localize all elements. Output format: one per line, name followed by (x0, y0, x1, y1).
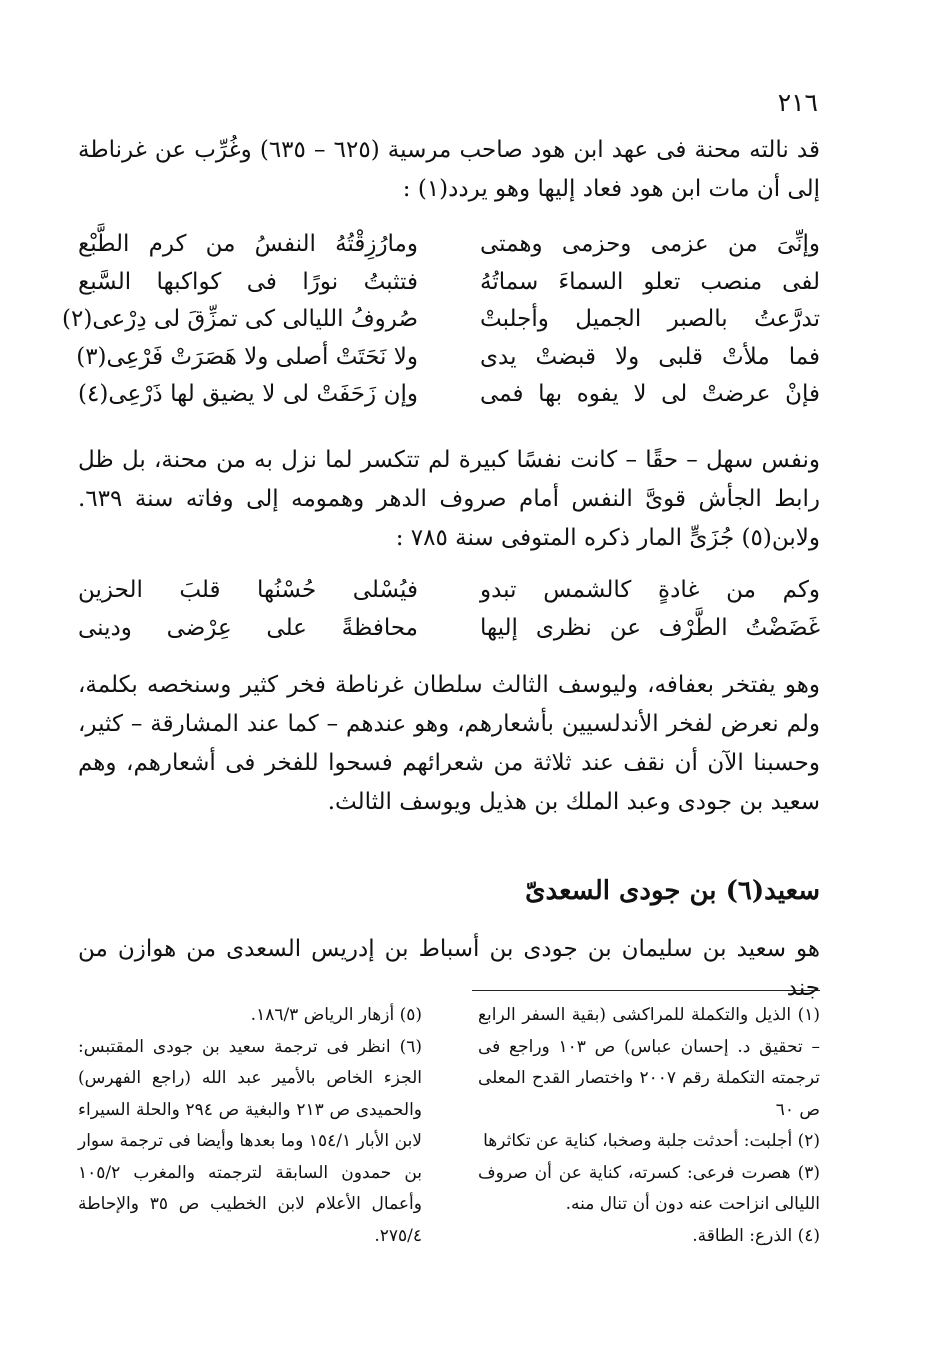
verse-line (62, 301, 820, 339)
section-heading: سعيد(٦) بن جودى السعدىّ (525, 876, 820, 906)
closing-paragraph: وهو يفتخر بعفافه، وليوسف الثالث سلطان غرناطة فخر كثير وسنخصه بكلمة، ولم نعرض لفخر الأندلسيين بأشعارهم، وهو عندهم – كما عند المشارقة – كثير، وحسبنا الآن أن نقف عند ثلاثة من شعرائهم فسحوا للفخر فى أشعارهم، وهم سعيد بن جودى وعبد الملك بن هذيل ويوسف الثالث. (78, 672, 820, 815)
footnote: (١) الذيل والتكملة للمراكشى (بقية السفر الرابع – تحقيق د. إحسان عباس) ص ١٠٣ وراجع فى ترجمته التكملة رقم ٢٠٠٧ واختصار القدح المعلى ص ٦٠ (478, 1005, 820, 1120)
verse-first-hemistich: فإنْ عرضتْ لى لا يفوه بها فمى (480, 381, 820, 407)
page-number: ٢١٦ (777, 88, 818, 117)
verse-first-hemistich: فما ملأتْ قلبى ولا قبضتْ يدى (480, 343, 820, 370)
section-paragraph: هو سعيد بن سليمان بن جودى بن أسباط بن إدريس السعدى من هوازن من جند (78, 936, 820, 1001)
verse-second-hemistich: صُروفُ الليالى كى تمزِّقَ لى دِرْعى(٢) (62, 306, 418, 332)
footnote: (٥) أزهار الرياض ١٨٦/٣. (250, 1005, 422, 1025)
footnote: (٣) هصرت فرعى: كسرته، كناية عن أن صروف الليالى انزاحت عنه دون أن تنال منه. (478, 1162, 820, 1214)
poem-two (78, 572, 820, 647)
verse-second-hemistich: فتثبتُ نورًا فى كواكبها السَّبع (78, 268, 418, 295)
verse-second-hemistich: وإن زَحَفَتْ لى لا يضيق لها ذَرْعِى(٤) (78, 381, 418, 407)
verse-line (78, 264, 820, 302)
verse-first-hemistich: لفى منصب تعلو السماءَ سماتُهُ (480, 268, 820, 295)
verse-line (78, 376, 820, 414)
verse-first-hemistich: وإنِّىَ من عزمى وحزمى وهمتى (480, 231, 820, 257)
verse-first-hemistich: تدرَّعتُ بالصبر الجميل وأجلبتْ (480, 306, 820, 332)
verse-first-hemistich: غَضَضْتُ الطَّرْف عن نظرى إليها (480, 614, 820, 641)
verse-line (78, 572, 820, 610)
footnote: (٤) الذرع: الطاقة. (692, 1225, 820, 1246)
verse-second-hemistich: ومارُزِقْتُهُ النفسُ من كرم الطَّبْع (78, 231, 418, 257)
footnote: (٦) انظر فى ترجمة سعيد بن جودى المقتبس: الجزء الخاص بالأمير عبد الله (راجع الفهرس) والحميدى ص ٢١٣ والبغية ص ٢٩٤ والحلة السيراء لابن الأبار ١٥٤/١ وما بعدها وأيضا فى ترجمة سوار بن حمدون السابقة لترجمته والمغرب ١٠٥/٢ وأعمال الأعلام لابن الخطيب ص ٣٥ والإحاطة ٢٧٥/٤. (78, 1036, 422, 1246)
verse-first-hemistich: وكم من غادةٍ كالشمس تبدو (480, 577, 820, 603)
middle-paragraph: ونفس سهل – حقًا – كانت نفسًا كبيرة لم تتكسر لما نزل به من محنة، بل ظل رابط الجأش قوىَّ النفس أمام صروف الدهر وهمومه إلى وفاته سنة ٦٣٩. ولابن(٥) جُزَىٍّ المار ذكره المتوفى سنة ٧٨٥ : (78, 447, 820, 551)
verse-line (78, 339, 820, 377)
footnote: (٢) أجلبت: أحدثت جلبة وصخبا، كناية عن تكاثرها (483, 1131, 820, 1151)
verse-line (78, 226, 820, 264)
intro-paragraph: قد نالته محنة فى عهد ابن هود صاحب مرسية (٦٢٥ – ٦٣٥) وغُرِّب عن غرناطة إلى أن مات ابن هود فعاد إليها وهو يردد(١) : (78, 137, 820, 202)
verse-second-hemistich: فيُسْلى حُسْنُها قلبَ الحزين (78, 577, 418, 603)
verse-second-hemistich: محافظةً على عِرْضى ودينى (78, 614, 418, 641)
footnote-separator (472, 990, 820, 991)
verse-second-hemistich: ولا نَحَتَتْ أصلى ولا هَصَرَتْ فَرْعِى(٣) (76, 343, 418, 370)
footnotes-left-column (78, 1000, 422, 1252)
footnotes-right-column (478, 1000, 820, 1252)
poem-one (62, 226, 820, 414)
verse-line (78, 610, 820, 648)
